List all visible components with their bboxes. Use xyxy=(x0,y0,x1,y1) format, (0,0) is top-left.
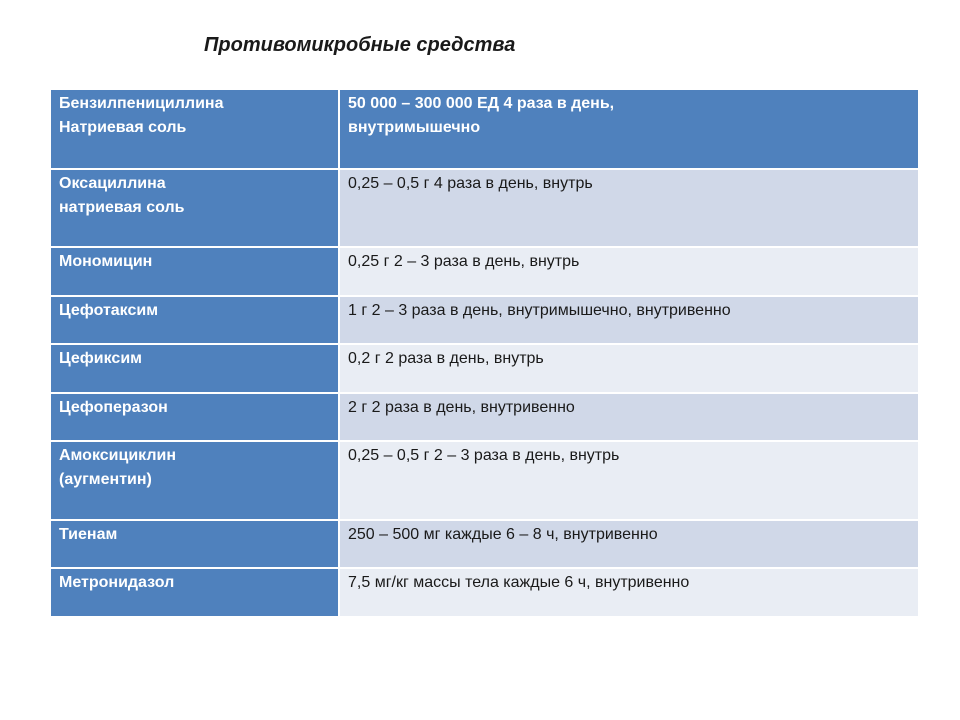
dosage-cell xyxy=(339,247,919,296)
table-row-cefixime xyxy=(50,344,919,393)
drug-name-line: Амоксициклин xyxy=(59,447,177,464)
table-row-amoxicillin xyxy=(50,441,919,520)
dosage-cell xyxy=(339,520,919,568)
dosage-line: 2 г 2 раза в день, внутривенно xyxy=(348,399,575,416)
table-row-monomycin xyxy=(50,247,919,296)
dosage-line: внутримышечно xyxy=(348,119,481,136)
drug-name-cell xyxy=(50,169,339,247)
dosage-line: 0,25 г 2 – 3 раза в день, внутрь xyxy=(348,253,580,270)
dosage-line: 1 г 2 – 3 раза в день, внутримышечно, внутривенно xyxy=(348,302,731,319)
drug-name-line: Оксациллина xyxy=(59,175,166,192)
dosage-line: 250 – 500 мг каждые 6 – 8 ч, внутривенно xyxy=(348,526,658,543)
dosage-line: 50 000 – 300 000 ЕД 4 раза в день, xyxy=(348,95,615,112)
table-row-metronidazole xyxy=(50,568,919,617)
drug-name-cell xyxy=(50,441,339,520)
drug-name-cell xyxy=(50,520,339,568)
dosage-cell xyxy=(339,169,919,247)
dosage-line: 0,25 – 0,5 г 4 раза в день, внутрь xyxy=(348,175,593,192)
dosage-line: 0,2 г 2 раза в день, внутрь xyxy=(348,350,544,367)
drug-name-cell xyxy=(50,89,339,169)
dosage-cell xyxy=(339,441,919,520)
dosage-cell xyxy=(339,393,919,441)
drug-name-line: натриевая соль xyxy=(59,199,185,216)
dosage-cell xyxy=(339,568,919,617)
table-row-benzylpenicillin xyxy=(50,89,919,169)
drug-name-cell xyxy=(50,296,339,344)
table-row-cefotaxime xyxy=(50,296,919,344)
drug-name-line: Метронидазол xyxy=(59,574,175,591)
table-row-thienam xyxy=(50,520,919,568)
drug-name-line: Цефотаксим xyxy=(59,302,159,319)
drug-name-cell xyxy=(50,344,339,393)
table-row-oxacillin xyxy=(50,169,919,247)
drug-name-cell xyxy=(50,568,339,617)
drug-dosage-table xyxy=(49,88,920,618)
drug-name-line: Цефиксим xyxy=(59,350,142,367)
drug-name-line: Мономицин xyxy=(59,253,153,270)
dosage-line: 7,5 мг/кг массы тела каждые 6 ч, внутривенно xyxy=(348,574,690,591)
drug-name-line: (аугментин) xyxy=(59,471,152,488)
drug-name-cell xyxy=(50,247,339,296)
page-title: Противомикробные средства xyxy=(204,34,516,56)
drug-name-line: Натриевая соль xyxy=(59,119,187,136)
drug-name-cell xyxy=(50,393,339,441)
drug-name-line: Цефоперазон xyxy=(59,399,168,416)
drug-name-line: Бензилпенициллина xyxy=(59,95,224,112)
dosage-cell xyxy=(339,296,919,344)
dosage-cell xyxy=(339,89,919,169)
dosage-cell xyxy=(339,344,919,393)
dosage-line: 0,25 – 0,5 г 2 – 3 раза в день, внутрь xyxy=(348,447,620,464)
table-row-cefoperazone xyxy=(50,393,919,441)
drug-name-line: Тиенам xyxy=(59,526,118,543)
